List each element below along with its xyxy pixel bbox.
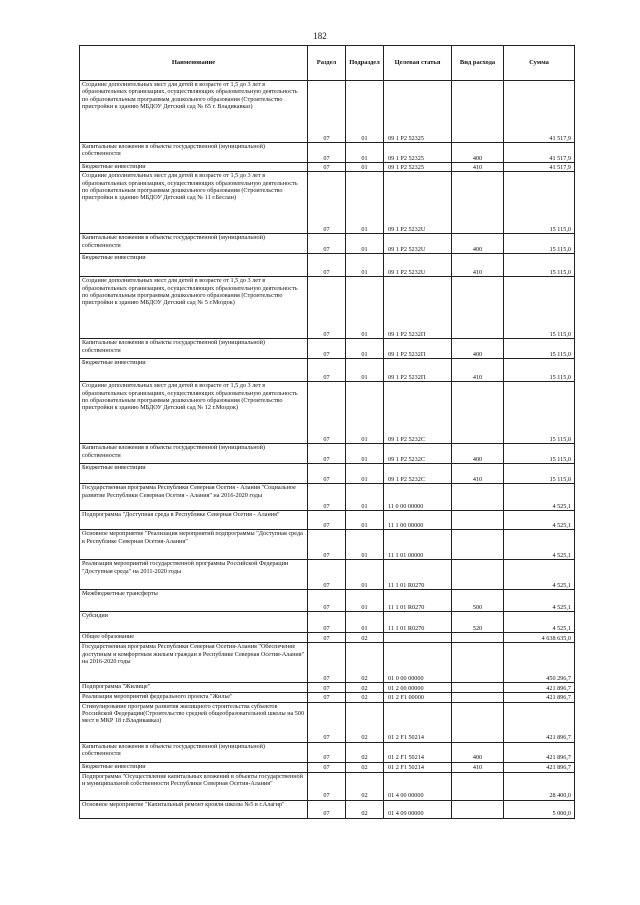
table-body	[80, 81, 575, 819]
cell-summa: 421 896,7	[504, 702, 575, 742]
table-row	[80, 254, 575, 277]
cell-name: Капитальные вложения в объекты государственной (муниципальной) собственности	[80, 444, 308, 464]
cell-statya	[384, 633, 452, 643]
table-row	[80, 339, 575, 359]
header-razdel: Раздел	[308, 46, 346, 81]
table-row	[80, 742, 575, 762]
cell-name: Капитальные вложения в объекты государственной (муниципальной) собственности	[80, 143, 308, 163]
cell-summa: 421 896,7	[504, 683, 575, 693]
cell-razdel: 07	[308, 254, 346, 277]
cell-summa: 4 525,1	[504, 590, 575, 612]
cell-vid: 400	[452, 742, 504, 762]
cell-razdel: 07	[308, 643, 346, 683]
cell-razdel: 07	[308, 530, 346, 560]
cell-statya: 01 2 F1 50214	[384, 762, 452, 772]
cell-name: Подпрограмма "Жилище"	[80, 683, 308, 693]
cell-razdel: 07	[308, 339, 346, 359]
table-row	[80, 511, 575, 530]
cell-podrazdel: 02	[346, 702, 384, 742]
cell-razdel: 07	[308, 382, 346, 444]
cell-vid: 400	[452, 339, 504, 359]
cell-statya: 09 1 P2 5232C	[384, 382, 452, 444]
cell-name: Стимулирование программ развития жилищного строительства субъектов Российской Федерации(Строительство средней общеобразовательной школы на 500 мест в МКР 18 г.Владикавказ)	[80, 702, 308, 742]
cell-podrazdel: 01	[346, 484, 384, 511]
cell-vid	[452, 633, 504, 643]
cell-podrazdel: 01	[346, 560, 384, 590]
cell-name: Субсидии	[80, 612, 308, 633]
table-row	[80, 359, 575, 382]
cell-statya: 01 2 F1 00000	[384, 693, 452, 702]
cell-razdel: 07	[308, 172, 346, 234]
cell-razdel: 07	[308, 590, 346, 612]
cell-vid	[452, 511, 504, 530]
cell-name: Межбюджетные трансферты	[80, 590, 308, 612]
cell-podrazdel: 01	[346, 254, 384, 277]
cell-vid	[452, 772, 504, 800]
cell-statya: 09 1 P2 52325	[384, 163, 452, 172]
cell-summa: 15 115,0	[504, 339, 575, 359]
cell-podrazdel: 02	[346, 683, 384, 693]
page-number: 182	[313, 31, 327, 41]
cell-podrazdel: 02	[346, 643, 384, 683]
table-row	[80, 702, 575, 742]
table-row	[80, 81, 575, 143]
cell-summa: 28 400,0	[504, 772, 575, 800]
cell-statya: 11 1 01 R0270	[384, 612, 452, 633]
cell-razdel: 07	[308, 560, 346, 590]
cell-razdel: 07	[308, 277, 346, 339]
cell-vid	[452, 172, 504, 234]
table-row	[80, 762, 575, 772]
cell-summa: 4 525,1	[504, 511, 575, 530]
cell-name: Основное мероприятие "Реализация мероприятий подпрограммы "Доступная среда в Республике Северная Осетия-Алания"	[80, 530, 308, 560]
cell-podrazdel: 01	[346, 163, 384, 172]
cell-razdel: 07	[308, 800, 346, 818]
cell-podrazdel: 02	[346, 772, 384, 800]
header-summa: Сумма	[504, 46, 575, 81]
cell-vid	[452, 81, 504, 143]
cell-name: Бюджетные инвестиции	[80, 359, 308, 382]
cell-vid: 400	[452, 143, 504, 163]
cell-razdel: 07	[308, 464, 346, 484]
cell-podrazdel: 01	[346, 530, 384, 560]
cell-podrazdel: 01	[346, 612, 384, 633]
table-row	[80, 612, 575, 633]
cell-vid: 410	[452, 163, 504, 172]
cell-statya: 01 4 09 00000	[384, 800, 452, 818]
cell-statya: 09 1 P2 5232C	[384, 464, 452, 484]
cell-statya: 01 2 00 00000	[384, 683, 452, 693]
budget-table	[79, 45, 575, 819]
cell-summa: 15 115,0	[504, 234, 575, 254]
cell-statya: 01 0 00 00000	[384, 643, 452, 683]
cell-name: Государственная программа Республики Северная Осетия - Алания "Социальное развитие Республики Северная Осетия - Алания" на 2016-2020 годы	[80, 484, 308, 511]
cell-name: Создание дополнительных мест для детей в возрасте от 1,5 до 3 лет в образовательных организациях, осуществляющих образовательную деятельность по образовательным программам дошкольного образования (Строительство пристройки к зданию МБДОУ Детский сад № 12 г.Моздок)	[80, 382, 308, 444]
table-row	[80, 530, 575, 560]
cell-statya: 09 1 P2 5232П	[384, 359, 452, 382]
cell-razdel: 07	[308, 359, 346, 382]
cell-podrazdel: 02	[346, 633, 384, 643]
cell-name: Бюджетные инвестиции	[80, 163, 308, 172]
table-row	[80, 143, 575, 163]
cell-razdel: 07	[308, 444, 346, 464]
table-row	[80, 464, 575, 484]
table-row	[80, 800, 575, 818]
cell-statya: 09 1 P2 5232П	[384, 277, 452, 339]
cell-razdel: 07	[308, 511, 346, 530]
cell-statya: 11 1 00 00000	[384, 511, 452, 530]
cell-podrazdel: 01	[346, 511, 384, 530]
cell-vid	[452, 484, 504, 511]
table-row	[80, 633, 575, 643]
cell-podrazdel: 01	[346, 339, 384, 359]
cell-statya: 09 1 P2 5232U	[384, 254, 452, 277]
cell-vid	[452, 683, 504, 693]
table-row	[80, 277, 575, 339]
cell-summa: 15 115,0	[504, 277, 575, 339]
cell-razdel: 07	[308, 163, 346, 172]
cell-summa: 4 525,1	[504, 560, 575, 590]
cell-podrazdel: 01	[346, 590, 384, 612]
cell-statya: 11 1 01 00000	[384, 530, 452, 560]
cell-name: Бюджетные инвестиции	[80, 464, 308, 484]
cell-summa: 4 525,1	[504, 612, 575, 633]
cell-statya: 11 1 01 R0270	[384, 590, 452, 612]
cell-vid: 400	[452, 234, 504, 254]
cell-name: Капитальные вложения в объекты государственной (муниципальной) собственности	[80, 339, 308, 359]
cell-summa: 15 115,0	[504, 254, 575, 277]
cell-summa: 15 115,0	[504, 444, 575, 464]
cell-name: Создание дополнительных мест для детей в возрасте от 1,5 до 3 лет в образовательных организациях, осуществляющих образовательную деятельность по образовательным программам дошкольного образования (Строительство пристройки к зданию МБДОУ Детский сад № 65 г. Владикавказ)	[80, 81, 308, 143]
table-row	[80, 172, 575, 234]
table-row	[80, 444, 575, 464]
cell-summa: 41 517,9	[504, 143, 575, 163]
cell-razdel: 07	[308, 693, 346, 702]
cell-vid: 410	[452, 464, 504, 484]
table-row	[80, 484, 575, 511]
cell-summa: 450 296,7	[504, 643, 575, 683]
cell-summa: 41 517,9	[504, 163, 575, 172]
cell-vid	[452, 702, 504, 742]
cell-razdel: 07	[308, 772, 346, 800]
table-row	[80, 560, 575, 590]
cell-razdel: 07	[308, 702, 346, 742]
cell-vid	[452, 800, 504, 818]
cell-name: Бюджетные инвестиции	[80, 762, 308, 772]
cell-statya: 11 0 00 00000	[384, 484, 452, 511]
cell-summa: 15 115,0	[504, 464, 575, 484]
cell-summa: 4 525,1	[504, 484, 575, 511]
cell-summa: 421 896,7	[504, 762, 575, 772]
cell-name: Создание дополнительных мест для детей в возрасте от 1,5 до 3 лет в образовательных организациях, осуществляющих образовательную деятельность по образовательным программам дошкольного образования (Строительство пристройки к зданию МБДОУ Детский сад № 5 г.Моздок)	[80, 277, 308, 339]
cell-podrazdel: 02	[346, 742, 384, 762]
cell-vid: 410	[452, 359, 504, 382]
cell-name: Общее образование	[80, 633, 308, 643]
cell-statya: 09 1 P2 52325	[384, 143, 452, 163]
cell-statya: 01 2 F1 50214	[384, 702, 452, 742]
cell-name: Реализация мероприятий федерального проекта "Жилье"	[80, 693, 308, 702]
cell-podrazdel: 01	[346, 234, 384, 254]
cell-podrazdel: 02	[346, 800, 384, 818]
cell-statya: 01 4 00 00000	[384, 772, 452, 800]
cell-summa: 15 115,0	[504, 382, 575, 444]
cell-podrazdel: 01	[346, 464, 384, 484]
cell-statya: 09 1 P2 52325	[384, 81, 452, 143]
table-row	[80, 590, 575, 612]
cell-statya: 11 1 01 R0270	[384, 560, 452, 590]
cell-razdel: 07	[308, 612, 346, 633]
header-podrazdel: Подраздел	[346, 46, 384, 81]
cell-name: Капитальные вложения в объекты государственной (муниципальной) собственности	[80, 234, 308, 254]
cell-name: Реализация мероприятий государственной программы Российской Федерации "Доступная среда" на 2011-2020 годы	[80, 560, 308, 590]
cell-razdel: 07	[308, 742, 346, 762]
cell-razdel: 07	[308, 234, 346, 254]
cell-statya: 01 2 F1 50214	[384, 742, 452, 762]
cell-vid	[452, 277, 504, 339]
cell-name: Основное мероприятие "Капитальный ремонт кровли школы №5 в г.Алагир"	[80, 800, 308, 818]
cell-razdel: 07	[308, 143, 346, 163]
cell-podrazdel: 01	[346, 143, 384, 163]
cell-name: Подпрограмма "Доступная среда в Республике Северная Осетия - Алания"	[80, 511, 308, 530]
header-vid: Вид расхода	[452, 46, 504, 81]
cell-podrazdel: 01	[346, 172, 384, 234]
cell-podrazdel: 02	[346, 762, 384, 772]
cell-summa: 5 000,0	[504, 800, 575, 818]
table-row	[80, 234, 575, 254]
header-statya: Целевая статья	[384, 46, 452, 81]
cell-podrazdel: 01	[346, 277, 384, 339]
cell-razdel: 07	[308, 633, 346, 643]
cell-summa: 41 517,9	[504, 81, 575, 143]
cell-vid	[452, 693, 504, 702]
cell-podrazdel: 01	[346, 359, 384, 382]
cell-name: Подпрограмма "Осуществление капитальных вложений в объекты государственной и муниципальной собственности Республики Северная Осетия-Алания"	[80, 772, 308, 800]
cell-vid: 410	[452, 762, 504, 772]
cell-name: Государственная программа Республики Северная Осетия-Алания "Обеспечение доступным и комфортным жильем граждан в Республике Северная Осетия-Алания" на 2016-2020 годы	[80, 643, 308, 683]
cell-vid: 500	[452, 590, 504, 612]
cell-podrazdel: 01	[346, 444, 384, 464]
cell-summa: 15 115,0	[504, 359, 575, 382]
table-row	[80, 772, 575, 800]
table-row	[80, 683, 575, 693]
cell-vid	[452, 643, 504, 683]
table-row	[80, 693, 575, 702]
cell-summa: 4 638 635,0	[504, 633, 575, 643]
cell-vid: 400	[452, 444, 504, 464]
cell-podrazdel: 02	[346, 693, 384, 702]
cell-razdel: 07	[308, 81, 346, 143]
table-row	[80, 163, 575, 172]
cell-statya: 09 1 P2 5232П	[384, 339, 452, 359]
cell-summa: 15 115,0	[504, 172, 575, 234]
cell-razdel: 07	[308, 762, 346, 772]
cell-vid	[452, 530, 504, 560]
cell-podrazdel: 01	[346, 382, 384, 444]
cell-name: Создание дополнительных мест для детей в возрасте от 1,5 до 3 лет в образовательных организациях, осуществляющих образовательную деятельность по образовательным программам дошкольного образования (Строительство пристройки к зданию МБДОУ Детский сад № 11 г.Беслан)	[80, 172, 308, 234]
cell-vid	[452, 560, 504, 590]
cell-podrazdel: 01	[346, 81, 384, 143]
cell-name: Капитальные вложения в объекты государственной (муниципальной) собственности	[80, 742, 308, 762]
cell-summa: 421 896,7	[504, 742, 575, 762]
cell-vid	[452, 382, 504, 444]
cell-razdel: 07	[308, 683, 346, 693]
table-header-row	[80, 46, 575, 81]
header-name: Наименование	[80, 46, 308, 81]
table-row	[80, 643, 575, 683]
cell-summa: 4 525,1	[504, 530, 575, 560]
cell-vid: 410	[452, 254, 504, 277]
cell-summa: 421 896,7	[504, 693, 575, 702]
cell-statya: 09 1 P2 5232C	[384, 444, 452, 464]
cell-statya: 09 1 P2 5232U	[384, 234, 452, 254]
cell-vid: 520	[452, 612, 504, 633]
cell-name: Бюджетные инвестиции	[80, 254, 308, 277]
table-row	[80, 382, 575, 444]
cell-statya: 09 1 P2 5232U	[384, 172, 452, 234]
cell-razdel: 07	[308, 484, 346, 511]
